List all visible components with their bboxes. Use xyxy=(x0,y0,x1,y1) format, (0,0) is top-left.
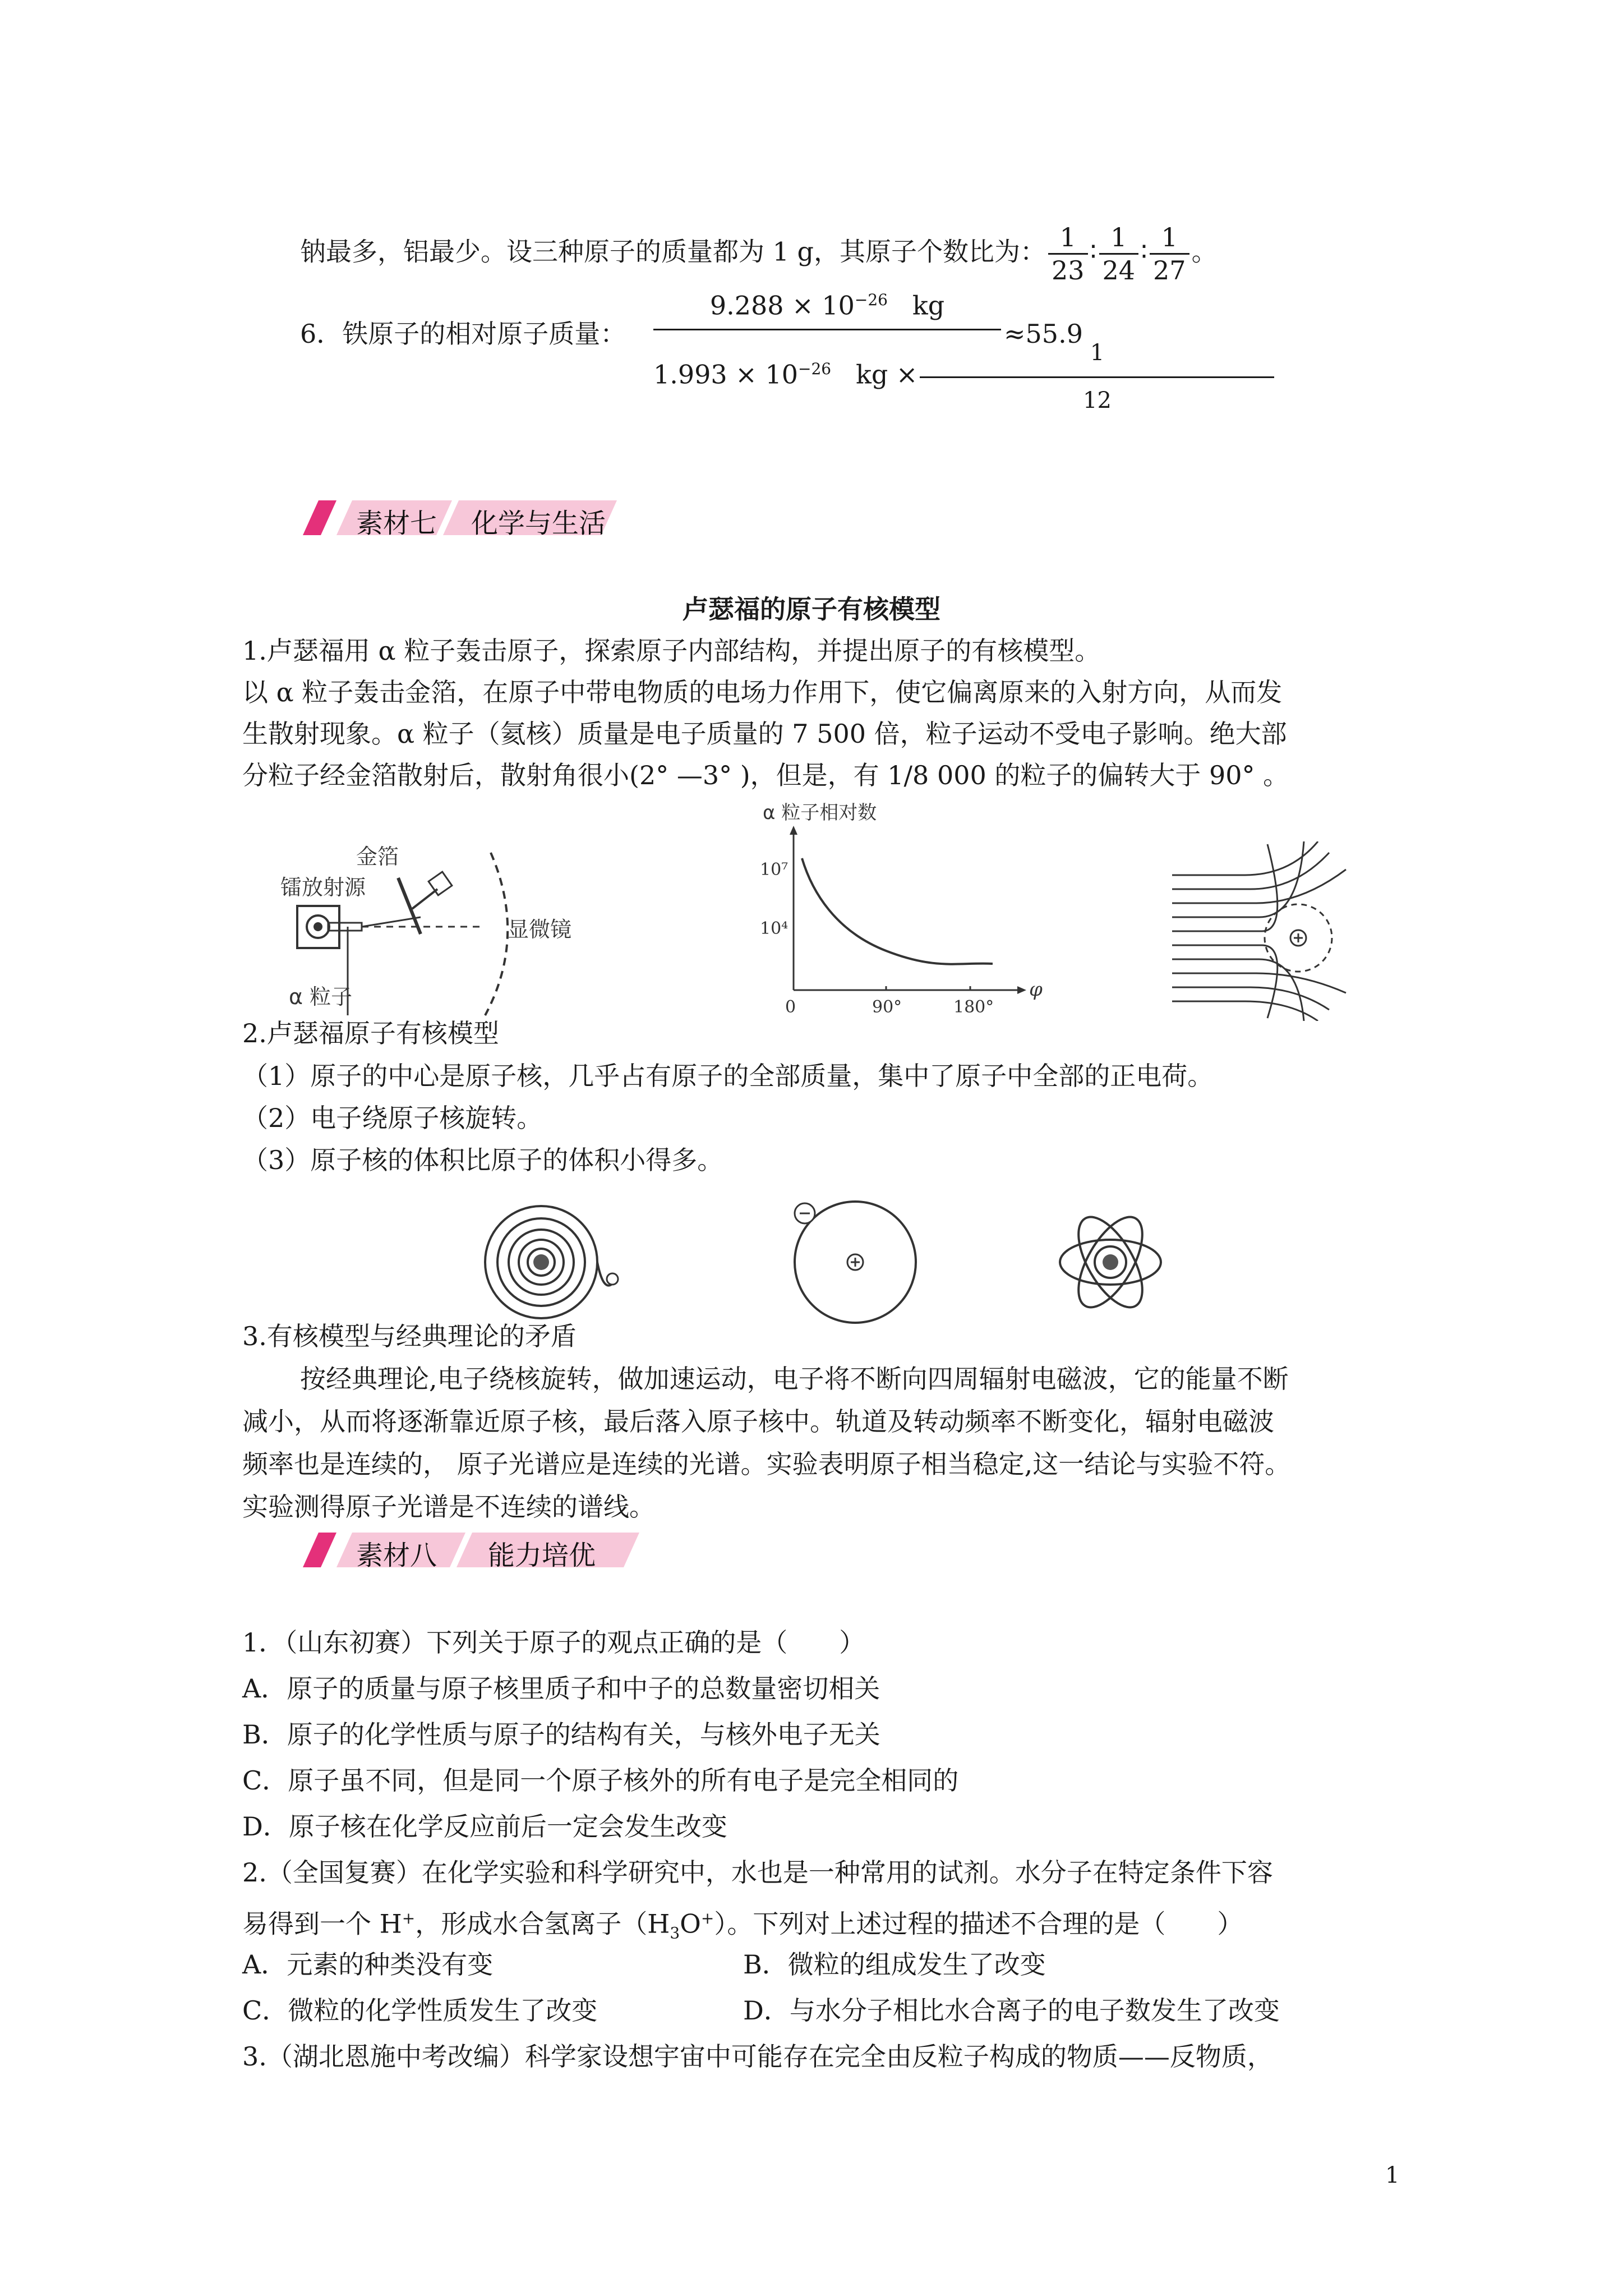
question-1-option-c: C．原子虽不同，但是同一个原子核外的所有电子是完全相同的 xyxy=(242,1765,959,1796)
section-banner-8 xyxy=(303,1533,639,1571)
model-point: （3）原子核的体积比原子的体积小得多。 xyxy=(242,1145,723,1175)
iron-mass-fraction xyxy=(653,283,1276,417)
paragraph-line: 生散射现象。α 粒子（氦核）质量是电子质量的 7 500 倍，粒子运动不受电子影响。绝大部 xyxy=(242,719,1287,749)
page-number: 1 xyxy=(1385,2162,1400,2188)
ratio-fraction-3: $\frac{1}{27}$ xyxy=(1150,222,1189,286)
question-3: 3.（湖北恩施中考改编）科学家设想宇宙中可能存在完全由反粒子构成的物质——反物质， xyxy=(242,2041,1273,2072)
scattering-curve xyxy=(802,858,993,964)
paragraph-line: 实验测得原子光谱是不连续的谱线。 xyxy=(242,1492,655,1522)
radium-source-label: 镭放射源 xyxy=(280,875,366,900)
question-2-line-2: 易得到一个 H+，形成水合氢离子$(H_3O^+)$。下列对上述过程的描述不合理的是（ ） xyxy=(242,1908,1243,1943)
y-tick-label: 10⁴ xyxy=(760,919,789,938)
x-tick-label: 180° xyxy=(953,997,994,1017)
question-1-option-a: A．原子的质量与原子核里质子和中子的总数量密切相关 xyxy=(242,1673,880,1704)
sodium-line-text: 钠最多，铝最少。设三种原子的质量都为 1 g，其原子个数比为： xyxy=(300,236,1046,267)
model-heading: 2.卢瑟福原子有核模型 xyxy=(242,1018,499,1048)
text-line xyxy=(300,222,1218,286)
scattering-distribution-chart xyxy=(746,797,1060,1021)
paragraph-line: 1.卢瑟福用 α 粒子轰击原子，探索原子内部结构，并提出原子的有核模型。 xyxy=(242,636,1101,666)
model-point: （1）原子的中心是原子核，几乎占有原子的全部质量，集中了原子中全部的正电荷。 xyxy=(242,1061,1214,1091)
alpha-particle-label: α 粒子 xyxy=(289,984,353,1009)
x-tick-label: 0 xyxy=(785,997,796,1017)
y-axis-label: α 粒子相对数 xyxy=(763,802,877,824)
iron-mass-result: ≈55.9 xyxy=(1004,319,1083,349)
iron-mass-label: 6．铁原子的相对原子质量： xyxy=(300,319,626,349)
ratio-fraction-1: $\frac{1}{23}$ xyxy=(1048,222,1088,286)
section-title: 能力培优 xyxy=(488,1540,596,1571)
ratio-separator: ∶ xyxy=(1141,236,1148,267)
section-title: 化学与生活 xyxy=(471,508,606,539)
question-2-option-a: A．元素的种类没有变 xyxy=(242,1949,494,1980)
x-tick-label: 90° xyxy=(872,997,902,1017)
x-axis-symbol: φ xyxy=(1029,978,1043,1001)
article-title: 卢瑟福的原子有核模型 xyxy=(683,594,940,624)
iron-mass-denominator: $1.993 \times 10^{-26}$ kg × $\frac{1}{12}$ xyxy=(653,330,1276,417)
question-2-option-c: C．微粒的化学性质发生了改变 xyxy=(242,1995,598,2026)
paragraph-line: 减小，从而将逐渐靠近原子核，最后落入原子核中。轨道及转动频率不断变化，辐射电磁波 xyxy=(242,1406,1274,1437)
question-1: 1．（山东初赛）下列关于原子的观点正确的是（ ） xyxy=(242,1627,865,1658)
section-label: 素材八 xyxy=(356,1540,437,1571)
scattering-apparatus-figure xyxy=(269,836,617,1021)
paragraph-line: 以 α 粒子轰击金箔，在原子中带电物质的电场力作用下，使它偏离原来的入射方向，从而发 xyxy=(242,677,1283,707)
question-1-option-b: B．原子的化学性质与原子的结构有关，与核外电子无关 xyxy=(242,1719,880,1750)
planetary-model-figure xyxy=(785,1192,925,1327)
question-2-option-d: D．与水分子相比水合离子的电子数发生了改变 xyxy=(743,1995,1280,2026)
paragraph-line: 分粒子经金箔散射后，散射角很小(2° —3° )，但是，有 1/8 000 的粒子的偏转大于 90° 。 xyxy=(242,760,1289,790)
elliptical-orbit-model-figure xyxy=(1054,1206,1166,1318)
paragraph-line: 按经典理论,电子绕核旋转，做加速运动，电子将不断向四周辐射电磁波，它的能量不断 xyxy=(300,1364,1289,1394)
contradiction-heading: 3.有核模型与经典理论的矛盾 xyxy=(242,1321,577,1351)
ratio-fraction-2: $\frac{1}{24}$ xyxy=(1099,222,1139,286)
y-tick-label: 10⁷ xyxy=(760,860,789,880)
question-1-option-d: D．原子核在化学反应前后一定会发生改变 xyxy=(242,1811,727,1842)
model-point: （2）电子绕原子核旋转。 xyxy=(242,1103,543,1133)
sentence-end: 。 xyxy=(1191,236,1218,267)
alpha-trajectory-figure xyxy=(1161,841,1374,1021)
concentric-orbit-model-figure xyxy=(482,1200,628,1324)
paragraph-line: 频率也是连续的， 原子光谱应是连续的光谱。实验表明原子相当稳定,这一结论与实验不符。 xyxy=(242,1449,1291,1479)
microscope-label: 显微镜 xyxy=(508,917,572,942)
one-twelfth-fraction: $\frac{1}{12}$ xyxy=(920,336,1274,417)
section-banner-7 xyxy=(303,500,617,539)
question-2-option-b: B．微粒的组成发生了改变 xyxy=(743,1949,1046,1980)
question-2-line-1: 2.（全国复赛）在化学实验和科学研究中，水也是一种常用的试剂。水分子在特定条件下容 xyxy=(242,1857,1273,1888)
gold-foil-label: 金箔 xyxy=(356,844,399,869)
ratio-separator: ∶ xyxy=(1090,236,1097,267)
iron-mass-numerator: $9.288 \times 10^{-26}$ kg xyxy=(653,283,1001,330)
section-label: 素材七 xyxy=(356,508,437,539)
